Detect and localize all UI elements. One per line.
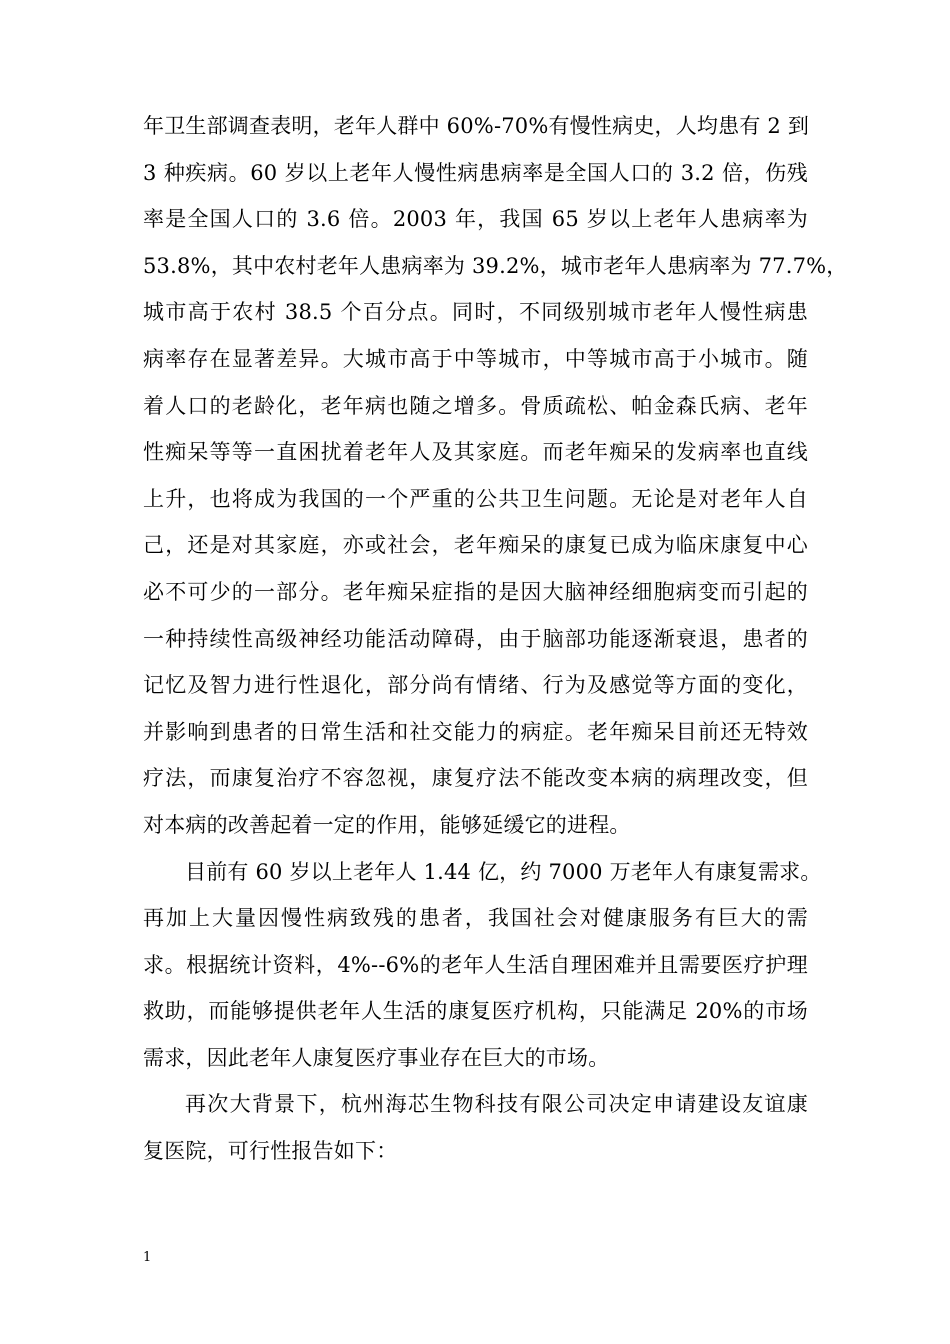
paragraph-2: [143, 849, 822, 1082]
text-line: 病率存在显著差异。大城市高于中等城市，中等城市高于小城市。随: [143, 346, 808, 371]
text-line: 并影响到患者的日常生活和社交能力的病症。老年痴呆目前还无特效: [143, 719, 808, 744]
text-line: 一种持续性高级神经功能活动障碍，由于脑部功能逐渐衰退，患者的: [143, 626, 808, 651]
text-line: 性痴呆等等一直困扰着老年人及其家庭。而老年痴呆的发病率也直线: [143, 440, 808, 465]
text-line: 疗法，而康复治疗不容忽视，康复疗法不能改变本病的病理改变，但: [143, 766, 808, 791]
text-line: 3 种疾病。60 岁以上老年人慢性病患病率是全国人口的 3.2 倍，伤残: [143, 160, 808, 185]
text-line: 53.8%，其中农村老年人患病率为 39.2%，城市老年人患病率为 77.7%，: [143, 253, 848, 278]
text-line: 着人口的老龄化，老年病也随之增多。骨质疏松、帕金森氏病、老年: [143, 393, 808, 418]
text-line: 再次大背景下，杭州海芯生物科技有限公司决定申请建设友谊康: [185, 1092, 808, 1117]
text-line: 再加上大量因慢性病致残的患者，我国社会对健康服务有巨大的需: [143, 906, 808, 931]
body-text: [143, 103, 848, 1175]
text-line: 目前有 60 岁以上老年人 1.44 亿，约 7000 万老年人有康复需求。: [185, 859, 822, 884]
text-line: 求。根据统计资料，4%--6%的老年人生活自理困难并且需要医疗护理: [143, 952, 808, 977]
paragraph-3: [143, 1081, 808, 1174]
text-line: 己，还是对其家庭，亦或社会，老年痴呆的康复已成为临床康复中心: [143, 533, 808, 558]
text-line: 需求，因此老年人康复医疗事业存在巨大的市场。: [143, 1045, 610, 1070]
text-line: 必不可少的一部分。老年痴呆症指的是因大脑神经细胞病变而引起的: [143, 579, 808, 604]
text-line: 率是全国人口的 3.6 倍。2003 年，我国 65 岁以上老年人患病率为: [143, 207, 808, 232]
paragraph-1: [143, 103, 848, 849]
text-line: 对本病的改善起着一定的作用，能够延缓它的进程。: [143, 812, 631, 837]
text-line: 复医院，可行性报告如下：: [143, 1139, 398, 1164]
text-line: 记忆及智力进行性退化，部分尚有情绪、行为及感觉等方面的变化，: [143, 673, 808, 698]
page-number: 1: [143, 1250, 152, 1265]
text-line: 年卫生部调查表明，老年人群中 60%-70%有慢性病史，人均患有 2 到: [143, 114, 810, 138]
text-line: 上升，也将成为我国的一个严重的公共卫生问题。无论是对老年人自: [143, 486, 808, 511]
text-line: 救助，而能够提供老年人生活的康复医疗机构，只能满足 20%的市场: [143, 999, 808, 1024]
text-line: 城市高于农村 38.5 个百分点。同时，不同级别城市老年人慢性病患: [143, 300, 808, 325]
